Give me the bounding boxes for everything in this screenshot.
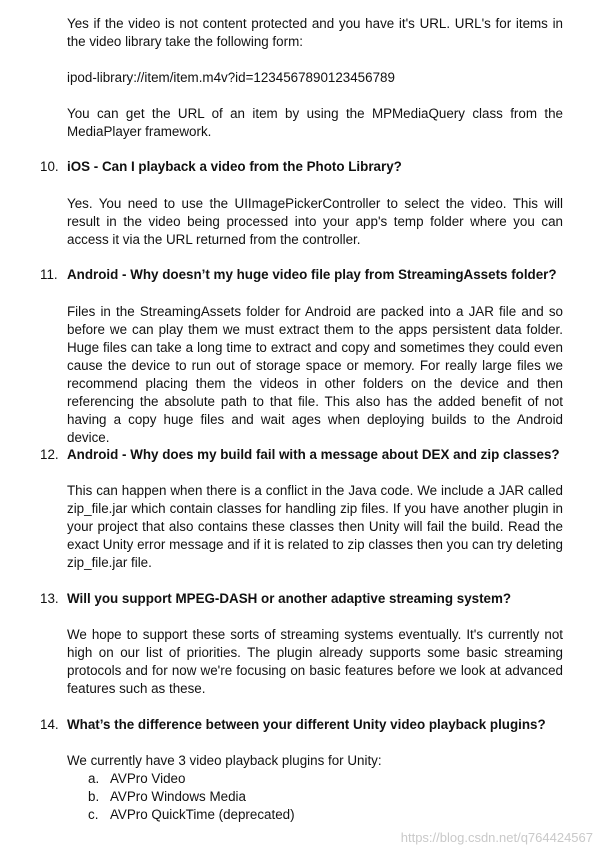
- list-item-letter: a.: [88, 771, 100, 786]
- question-number: 14.: [40, 717, 59, 732]
- list-item-text: AVPro QuickTime (deprecated): [110, 807, 295, 822]
- question-text: Android - Why does my build fail with a message about DEX and zip classes?: [67, 447, 560, 462]
- question-number: 11.: [40, 267, 58, 282]
- list-item-letter: c.: [88, 807, 99, 822]
- question-text: iOS - Can I playback a video from the Photo Library?: [67, 159, 402, 174]
- list-item-text: AVPro Video: [110, 771, 186, 786]
- question-text: Will you support MPEG-DASH or another adaptive streaming system?: [67, 591, 512, 606]
- paragraph-ipod-library-url: ipod-library://item/item.m4v?id=1234567890123456789: [67, 70, 395, 85]
- answer-10: Yes. You need to use the UIImagePickerController to select the video. This will result in the video being processed into your app's temp folder where you can access it via the URL returned from the controller.: [67, 196, 563, 247]
- question-number: 12.: [40, 447, 59, 462]
- watermark: https://blog.csdn.net/q764424567: [400, 830, 593, 845]
- question-text: What’s the difference between your different Unity video playback plugins?: [67, 717, 546, 732]
- list-item-text: AVPro Windows Media: [110, 789, 246, 804]
- answer-14: We currently have 3 video playback plugins for Unity:: [67, 753, 382, 768]
- answer-13: We hope to support these sorts of streaming systems eventually. It's currently not high on our list of priorities. The plugin already supports some basic streaming protocols and for now we're focusing on basic features before we look at advanced features such as these.: [67, 627, 563, 696]
- answer-12: This can happen when there is a conflict in the Java code. We include a JAR called zip_file.jar which contain classes for handling zip files. If you have another plugin in your project that also contains these classes then Unity will fail the build. Read the exact Unity error message and if it is related to zip classes then you can try deleting zip_file.jar file.: [67, 483, 563, 570]
- question-number: 13.: [40, 591, 59, 606]
- question-text: Android - Why doesn’t my huge video file play from StreamingAssets folder?: [67, 267, 557, 282]
- paragraph-mpmediaquery: You can get the URL of an item by using the MPMediaQuery class from the MediaPlayer framework.: [67, 106, 563, 139]
- list-item-letter: b.: [88, 789, 100, 804]
- paragraph-video-url-intro: Yes if the video is not content protected and you have it's URL. URL's for items in the video library take the following form:: [67, 16, 563, 49]
- answer-11: Files in the StreamingAssets folder for Android are packed into a JAR file and so before we can play them we must extract them to the apps persistent data folder. Huge files can take a long time to extract and copy and sometimes they could even cause the device to run out of storage space or memory. For really large files we recommend placing them the videos in other folders on the device and then referencing the absolute path to that file. This also has the added benefit of not having a copy huge files and wait ages when deploying builds to the Android device.: [67, 304, 563, 445]
- question-number: 10.: [40, 159, 59, 174]
